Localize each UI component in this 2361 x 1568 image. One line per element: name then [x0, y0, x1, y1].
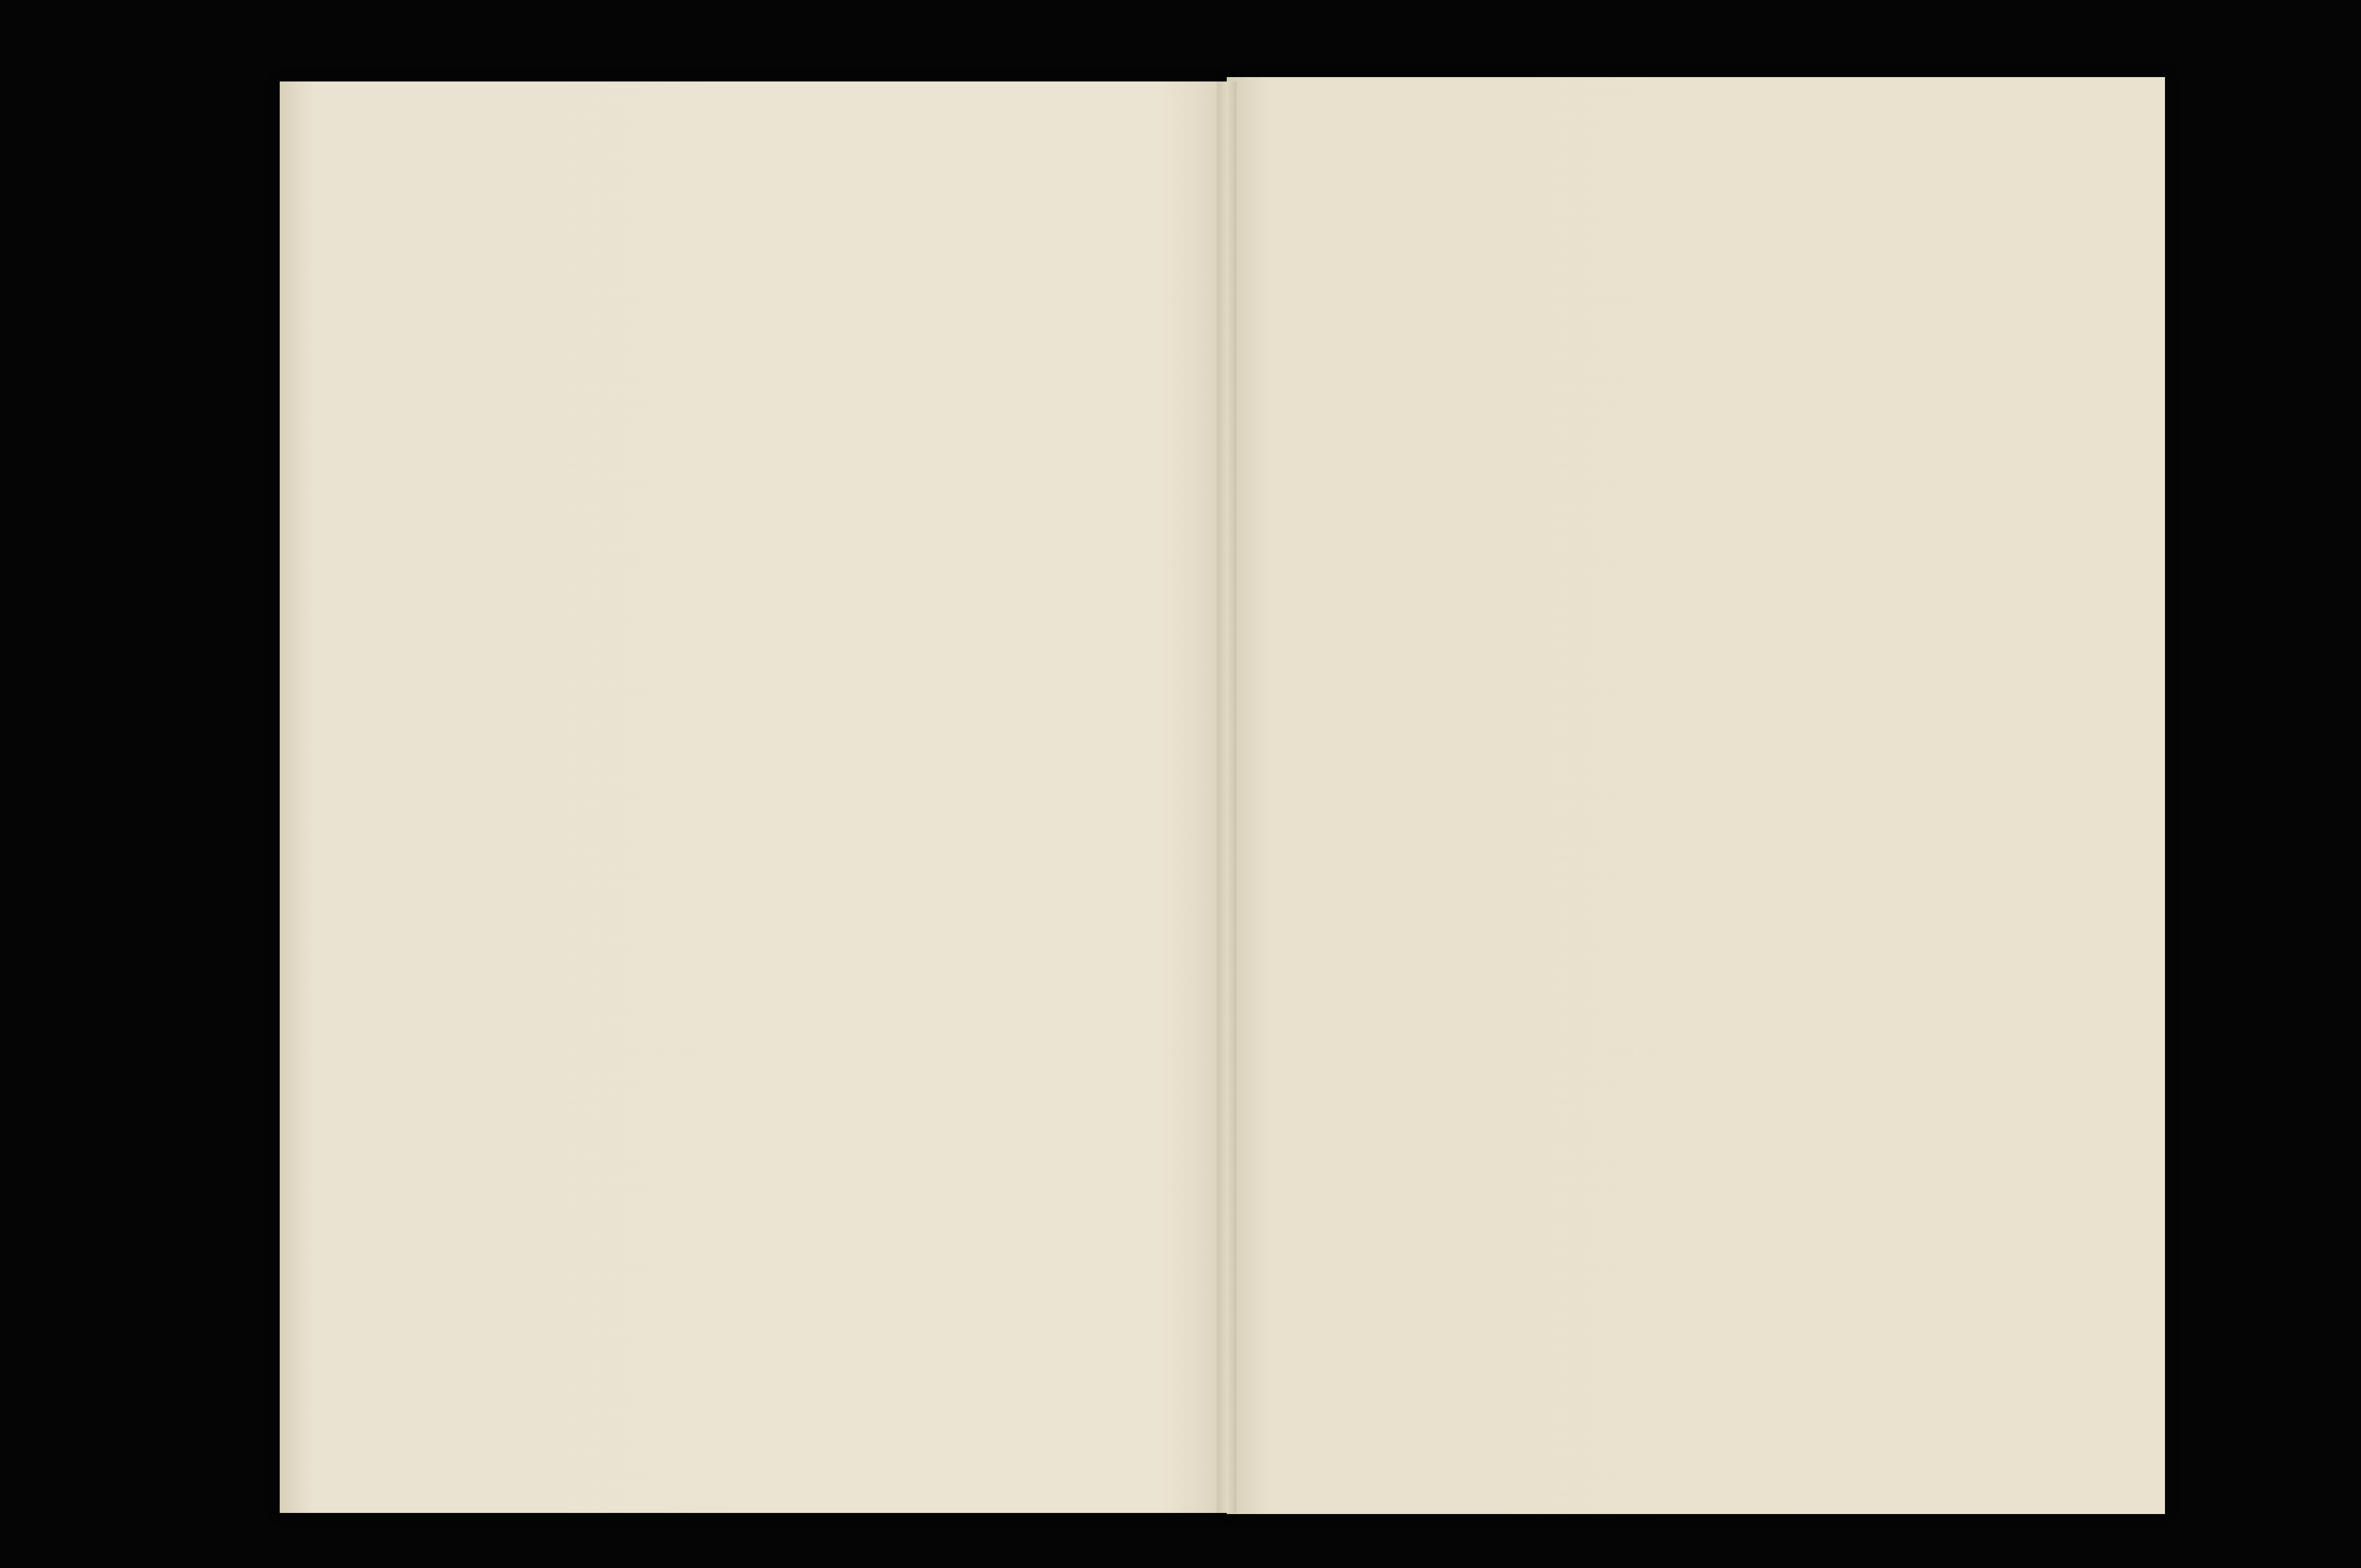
right-page — [1227, 77, 2165, 1514]
left-page — [280, 81, 1227, 1513]
book-spine — [1217, 81, 1237, 1513]
